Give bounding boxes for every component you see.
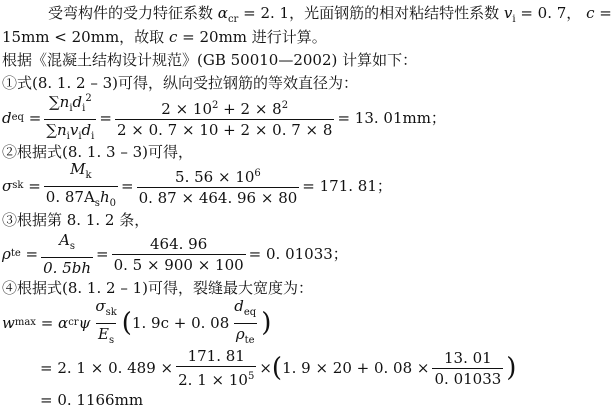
- eq1-num-sup: 2: [85, 93, 92, 104]
- eq2-den-sub: s: [94, 197, 100, 209]
- eq4-lhs-sub: max: [14, 317, 36, 328]
- eq4-f1-num-sub: sk: [105, 306, 117, 318]
- eq1-num2: 2 × 10: [161, 100, 213, 118]
- eq1-numeric-fraction: [115, 97, 335, 139]
- step4-equation-2: = 2. 1 × 0. 489 × $\frac{171. 81}{2. 1 \times 10^5}$ × ( 1. 9 × 20 + 0. 08 × $\frac{13. 01}{0. 01033}$ ): [40, 347, 517, 389]
- eq3-numeric-fraction: [112, 235, 246, 274]
- eq3-num: A: [59, 231, 70, 249]
- eq1-den-sub2: i: [78, 131, 82, 142]
- step1-label: ①式(8. 1. 2 – 3)可得，纵向受拉钢筋的等效直径为：: [2, 74, 358, 92]
- intro-text-e: =: [599, 4, 612, 22]
- v-subscript: i: [512, 14, 516, 25]
- eq4-f1-den-sub: s: [108, 334, 115, 346]
- eq4-f4-den: 0. 01033: [434, 369, 502, 388]
- eq4-f3-den: 2. 1 × 10: [178, 371, 248, 389]
- eq4-f3-num: 171. 81: [187, 347, 245, 365]
- eq2-den-hsub: 0: [109, 197, 116, 209]
- eq2-num: M: [70, 159, 86, 178]
- eq4-f1-den: E: [98, 324, 109, 343]
- step3-label: ③根据第 8. 1. 2 条，: [2, 211, 150, 229]
- eq4-inner-b: 1. 9 × 20 + 0. 08 ×: [282, 359, 430, 377]
- eq2-num2: 5. 56 × 10: [175, 168, 255, 186]
- eq4-line2-a: = 2. 1 × 0. 489 ×: [40, 359, 174, 377]
- eq2-result: = 171. 81；: [302, 177, 392, 195]
- eq2-num-sub: k: [85, 169, 92, 181]
- eq1-den-sub1: i: [66, 131, 70, 142]
- eq1-num2-sup: 2: [212, 100, 219, 111]
- eq3-result: = 0. 01033；: [248, 245, 348, 263]
- eq1-num-sum: ∑n: [48, 93, 70, 111]
- step4-equation-1: w max = α cr ψ $\frac{\sigma_{sk}}{E_s}$ ( 1. 9c + 0. 08 $\frac{d_{eq}}{\rho_{te}}$ ): [2, 300, 271, 346]
- step4-label: ④根据式(8. 1. 2 – 1)可得，裂缝最大宽度为：: [2, 279, 313, 297]
- c-symbol: c: [586, 4, 595, 22]
- eq4-deq-fraction: [232, 297, 258, 350]
- eq4-alpha-sub: cr: [68, 317, 79, 328]
- c-symbol-2: c: [168, 28, 178, 46]
- eq1-num-d: d: [72, 93, 83, 111]
- eq4-f1-num: σ: [95, 296, 106, 315]
- eq1-num2-b: + 2 × 8: [218, 100, 282, 118]
- alpha-symbol: α: [217, 4, 228, 22]
- step3-equation: ρ te = $\frac{A_s}{0. 5bh}$ = $\frac{464. 96}{0. 5 \times 900 \times 100}$ = 0. 01033；: [2, 231, 348, 277]
- eq2-den2: 0. 87 × 464. 96 × 80: [138, 189, 298, 207]
- intro-text-a: 受弯构件的受力特征系数: [48, 4, 214, 22]
- eq4-sigma-fraction: [93, 297, 118, 350]
- eq1-lhs-sub: eq: [11, 112, 24, 123]
- eq3-den2: 0. 5 × 900 × 100: [113, 255, 244, 274]
- eq3-lhs: ρ: [2, 245, 11, 263]
- eq4-psi: ψ: [78, 314, 91, 332]
- v-symbol: v: [503, 4, 513, 22]
- eq3-symbolic-fraction: [41, 231, 93, 277]
- intro-text-c: = 0. 7，: [520, 4, 582, 22]
- eq3-num-sub: s: [69, 241, 76, 252]
- intro-text-line2: 15mm < 20mm，故取: [2, 28, 165, 46]
- step2-label: ②根据式(8. 1. 3 – 3)可得，: [2, 143, 193, 161]
- eq2-lhs: σ: [2, 177, 13, 195]
- final-result: = 0. 1166mm: [40, 391, 144, 409]
- eq4-lhs: w: [2, 314, 15, 332]
- eq2-symbolic-fraction: [44, 160, 118, 213]
- eq2-den: 0. 87A: [45, 187, 95, 206]
- eq3-den: 0. 5bh: [43, 259, 91, 277]
- eq4-f2-num: d: [234, 296, 244, 315]
- eq1-num-dsub: i: [82, 103, 86, 114]
- eq1-den-d: d: [81, 121, 92, 139]
- eq2-num2-sup: 6: [254, 168, 261, 179]
- eq1-den-sum: ∑n: [46, 121, 67, 139]
- eq4-numeric-fraction-1: [176, 347, 256, 389]
- eq2-numeric-fraction: [137, 165, 300, 207]
- basis-line: 根据《混凝土结构设计规范》(GB 50010—2002) 计算如下：: [2, 51, 418, 69]
- step2-equation: σ sk = $\frac{M_k}{0. 87A_sh_0}$ = $\frac{5. 56 \times 10^6}{0. 87 \times 464. 96 \times 80}$ = 171. 81；: [2, 164, 392, 208]
- eq4-f2-num-sub: eq: [243, 306, 257, 318]
- intro-line-2: [2, 26, 327, 48]
- eq4-numeric-fraction-2: [432, 349, 503, 388]
- eq1-num2-sup2: 2: [281, 100, 289, 111]
- eq3-lhs-sub: te: [10, 248, 21, 259]
- eq1-den-sub3: i: [91, 131, 95, 142]
- step1-equation: d eq = $\frac{\sum n_id_i^2}{\sum n_iv_id_i}$ = $\frac{2 \times 10^2 + 2 \times 8^2}{2 \times 0. 7 \times 10 + 2 \times 0. 7 \times 8}$ = 13. 01mm；: [2, 96, 446, 140]
- intro-text-b: = 2. 1，光面钢筋的相对粘结特性系数: [243, 4, 500, 22]
- eq4-inner-a: 1. 9c + 0. 08: [131, 314, 230, 332]
- eq3-num2: 464. 96: [149, 234, 208, 253]
- eq4-alpha: α: [58, 314, 69, 332]
- eq1-result: = 13. 01mm；: [337, 109, 446, 127]
- alpha-subscript: cr: [227, 14, 239, 25]
- eq4-f3-den-sup: 5: [247, 371, 255, 382]
- eq4-f2-den: ρ: [235, 324, 245, 343]
- eq1-lhs: d: [2, 109, 12, 127]
- eq1-symbolic-fraction: [44, 90, 96, 146]
- eq4-line2-b: ×: [259, 359, 272, 377]
- eq2-den-h: h: [99, 187, 110, 206]
- intro-text-line2b: = 20mm 进行计算。: [182, 28, 327, 46]
- eq4-f2-den-sub: te: [244, 334, 255, 346]
- eq2-lhs-sub: sk: [12, 180, 24, 191]
- eq4-f4-num: 13. 01: [444, 348, 492, 367]
- eq1-num-sub: i: [69, 103, 73, 114]
- eq1-den2: 2 × 0. 7 × 10 + 2 × 0. 7 × 8: [116, 121, 333, 139]
- eq1-den-v: v: [69, 121, 79, 139]
